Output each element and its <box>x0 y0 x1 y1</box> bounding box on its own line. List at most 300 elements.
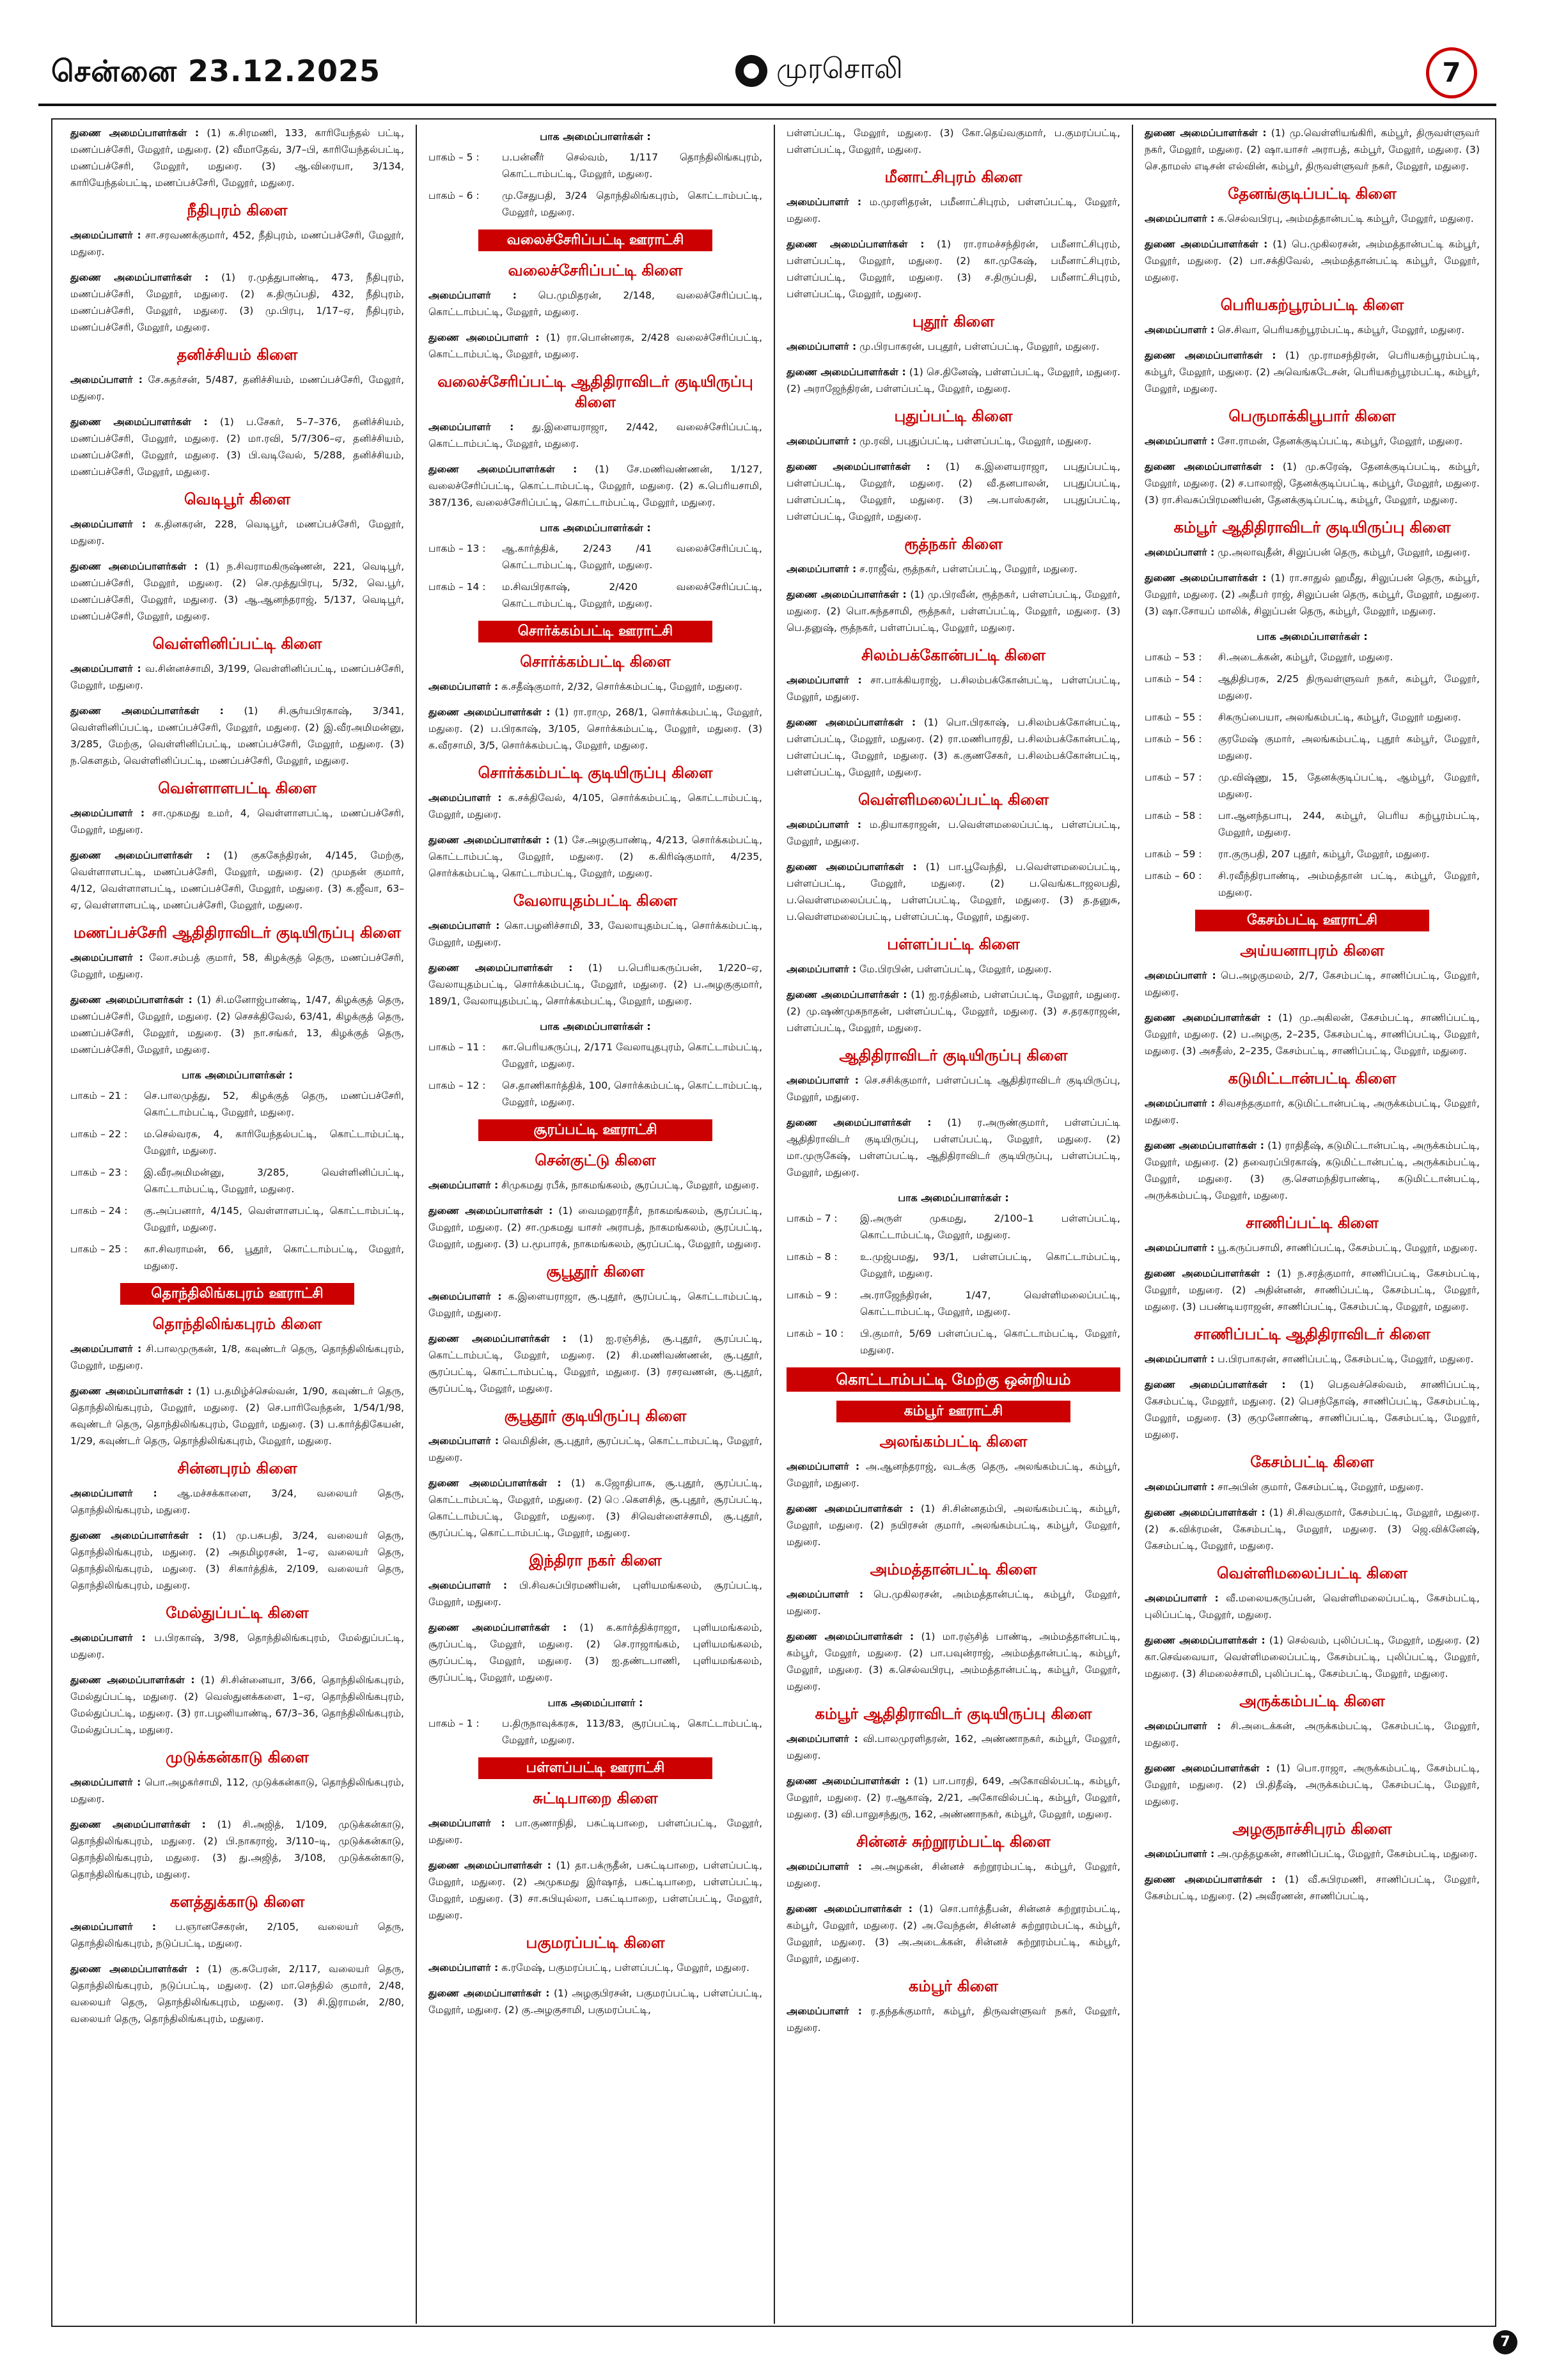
organizer-entry <box>1145 1479 1480 1495</box>
role-label: துணை அமைப்பாளர்கள் : <box>428 1205 553 1217</box>
organizer-details: (1) ர.அருண்குமார், பள்ளப்பட்டி ஆதிதிராவிடர் குடியிருப்பு, பள்ளப்பட்டி, மேலூர், மதுரை. (2) மா.முருகேஷ், பள்ளப்பட்டி, ஆதிதிராவிடர் குடியிருப்பு, பள்ளப்பட்டி, மேலூர், மதுரை. <box>787 1117 1120 1178</box>
organizer-entry <box>787 672 1120 705</box>
organizer-details: (1) சி.சூர்யபிரகாஷ், 3/341, வெள்ளினிப்பட்டி, மணப்பச்சேரி, மேலூர், மதுரை. (2) இ.வீரஅமிமன்னு, 3/285, மேற்கு, வெள்ளினிப்பட்டி, மணப்பச்சேரி, மேலூர், மதுரை. (3) ந.கௌதம், வெள்ளினிப்பட்டி, மணப்பச்சேரி, மேலூர், மதுரை. <box>70 705 404 766</box>
booth-number: பாகம் – 55 : <box>1145 712 1202 723</box>
organizer-details: லோ.சம்பத் குமார், 58, கிழக்குத் தெரு, மணப்பச்சேரி, மேலூர், மதுரை. <box>70 952 404 980</box>
organizer-details: சி.அடைக்கன், அருக்கம்பட்டி, கேசம்பட்டி, மேலூர், மதுரை. <box>1145 1720 1480 1748</box>
role-label: துணை அமைப்பாளர்கள் : <box>1145 1507 1265 1518</box>
organizer-entry <box>70 269 404 336</box>
booth-entry <box>70 1241 404 1274</box>
organizer-entry <box>70 558 404 625</box>
role-label: துணை அமைப்பாளர்கள் : <box>70 994 192 1006</box>
branch-heading: புதுப்பட்டி கிளை <box>894 407 1013 425</box>
role-label: அமைப்பாளர் : <box>428 1962 499 1973</box>
booth-number: பாகம் – 5 : <box>428 152 480 163</box>
booth-organizer-details: ப.திருநாவுக்கரசு, 113/83, சூரப்பட்டி, கொட்டாம்பட்டி, மேலூர், மதுரை. <box>502 1718 762 1746</box>
organizer-entry <box>1145 570 1480 619</box>
organizer-entry <box>787 1731 1120 1764</box>
organizer-details: (1) பெ.முகிலரசன், அம்மத்தான்பட்டி கம்பூர், மேலூர், மதுரை. (2) பா.சக்திவேல், அம்மத்தான்பட்டி கம்பூர், மேலூர், மதுரை. <box>1145 238 1480 283</box>
organizer-entry <box>1145 1846 1480 1862</box>
role-label: துணை அமைப்பாளர்கள் : <box>1145 1012 1272 1023</box>
booth-entry <box>787 1287 1120 1320</box>
organizer-entry <box>1145 1504 1480 1554</box>
organizer-entry <box>1145 1871 1480 1904</box>
booth-number: பாகம் – 22 : <box>70 1128 128 1140</box>
role-label: துணை அமைப்பாளர்கள் : <box>787 1631 914 1642</box>
booth-number: பாகம் – 1 : <box>428 1718 480 1729</box>
booth-entry <box>1145 846 1480 862</box>
organizer-details: (1) சி.மனோஜ்பாண்டி, 1/47, கிழக்குத் தெரு, மணப்பச்சேரி, மேலூர், மதுரை. (2) செசக்திவேல், 63/41, கிழக்குத் தெரு, மணப்பச்சேரி, மேலூர், மதுரை. (3) நா.சங்கர், 13, கிழக்குத் தெரு, மணப்பச்சேரி, மேலூர், மதுரை. <box>70 994 404 1055</box>
branch-heading: வெள்ளிமலைப்பட்டி கிளை <box>1216 1564 1408 1582</box>
organizer-entry <box>70 949 404 983</box>
role-label: துணை அமைப்பாளர்கள் : <box>787 717 916 728</box>
booth-entry <box>428 579 762 612</box>
organizer-entry <box>787 1901 1120 1967</box>
booth-organizers-label: பாக அமைப்பாளர்கள் : <box>540 1020 651 1032</box>
organizer-details: (1) க.கார்த்திக்ராஜா, புளியமங்கலம், சூரப்பட்டி, மேலூர், மதுரை. (2) செ.ராஜாங்கம், புளியமங்கலம், சூரப்பட்டி, மேலூர், மதுரை. (3) ஐ.தண்டபாணி, புளியமங்கலம், சூரப்பட்டி, மேலூர், மதுரை. <box>428 1622 762 1683</box>
branch-heading: அய்யனாபுரம் கிளை <box>1240 942 1384 960</box>
organizer-details: (1) க.ஜோதிபாசு, சூ.புதூர், சூரப்பட்டி, கொட்டாம்பட்டி, மேலூர், மதுரை. (2) ெ.கௌசித், சூ.புதூர், சூரப்பட்டி, கொட்டாம்பட்டி, மேலூர், மதுரை. (3) சிவெள்ளைச்சாமி, சூ.புதூர், சூரப்பட்டி, கொட்டாம்பட்டி, மேலூர், மதுரை. <box>428 1477 763 1539</box>
organizer-entry <box>428 1619 762 1686</box>
organizer-entry <box>787 364 1120 397</box>
organizer-details: (1) குககேந்திரன், 4/145, மேற்கு, வெள்ளாளபட்டி, மணப்பச்சேரி, மேலூர், மதுரை. (2) முமதன் குமார், 4/12, வெள்ளாளபட்டி, மணப்பச்சேரி, மேலூர், மதுரை. (3) க.ஜீவா, 63–ஏ, வெள்ளாளபட்டி, மணப்பச்சேரி, மேலூர், மதுரை. <box>70 850 404 911</box>
organizer-details: ர.தந்தக்குமார், கம்பூர், திருவள்ளுவர் நகர், மேலூர், மதுரை. <box>787 2005 1120 2034</box>
branch-heading: கம்பூர் ஆதிதிராவிடர் குடியிருப்பு கிளை <box>815 1705 1092 1723</box>
organizer-details: (1) மு.பிரவீன், ரூத்நகர், பள்ளப்பட்டி, மேலூர், மதுரை. (2) பொ.சுந்தசாமி, ரூத்நகர், பள்ளப்பட்டி, மேலூர், மதுரை. (3) பெ.தனுஷ், ரூத்நகர், பள்ளப்பட்டி, மேலூர், மதுரை. <box>787 589 1120 634</box>
masthead-divider <box>38 104 1496 106</box>
booth-number: பாகம் – 12 : <box>428 1080 486 1091</box>
organizer-details: வி.பாலமுரளிதரன், 162, அண்ணாநகர், கம்பூர், மேலூர், மதுரை. <box>787 1733 1120 1761</box>
role-label: அமைப்பாளர் : <box>70 1777 141 1788</box>
organizer-entry <box>70 1629 404 1663</box>
organizer-entry <box>787 1072 1120 1105</box>
organizer-entry <box>1145 1095 1480 1128</box>
role-label: துணை அமைப்பாளர்கள் : <box>428 962 573 974</box>
organizer-entry <box>1145 1265 1480 1315</box>
booth-number: பாகம் – 58 : <box>1145 810 1202 821</box>
organizer-entry <box>787 1858 1120 1892</box>
masthead <box>38 45 1496 109</box>
organizer-details: (1) மு.பசுபதி, 3/24, வலையர் தெரு, தொந்திலிங்கபுரம், மதுரை. (2) அதமிழரசன், 1–ஏ, வலையர் தெரு, தொந்திலிங்கபுரம், மதுரை. (3) சிகார்த்திக், 2/109, வலையர் தெரு, தொந்திலிங்கபுரம், மதுரை. <box>70 1530 404 1591</box>
role-label: அமைப்பாளர் : <box>428 1817 505 1829</box>
branch-heading: தொந்திலிங்கபுரம் கிளை <box>152 1315 322 1333</box>
organizer-entry <box>787 1500 1120 1550</box>
organizer-details: (1) பா.பூவேந்தி, ப.வெள்ளமலைப்பட்டி, பள்ளப்பட்டி, மேலூர், மதுரை. (2) ப.வெங்கடாஜலபதி, ப.வெள்ளமலைப்பட்டி, பள்ளப்பட்டி, மேலூர், மதுரை. (3) த.தனுசு, ப.வெள்ளமலைப்பட்டி, பள்ளப்பட்டி, மேலூர், மதுரை. <box>787 861 1120 922</box>
organizer-entry <box>787 458 1120 525</box>
booth-organizer-details: கா.பெரியகருப்பு, 2/171 வேலாயுதபுரம், கொட்டாம்பட்டி, மேலூர், மதுரை. <box>502 1041 762 1069</box>
role-label: துணை அமைப்பாளர்கள் : <box>1145 1874 1276 1885</box>
branch-heading: மணப்பச்சேரி ஆதிதிராவிடர் குடியிருப்பு கிளை <box>73 924 401 942</box>
organizer-details: (1) ந.சரத்குமார், சாணிப்பட்டி, கேசம்பட்டி, மேலூர், மதுரை. (2) அதின்னன், சாணிப்பட்டி, கேசம்பட்டி, மேலூர், மதுரை. (3) பபண்டியராஜன், சாணிப்பட்டி, கேசம்பட்டி, மேலூர், மதுரை. <box>1145 1268 1480 1312</box>
booth-organizers-label: பாக அமைப்பாளர்கள் : <box>182 1069 293 1081</box>
branch-heading: நீதிபுரம் கிளை <box>187 201 288 219</box>
organizer-details: (1) பெதவச்செல்வம், சாணிப்பட்டி, கேசம்பட்டி, மேலூர், மதுரை. (2) பெசந்தோஷ், சாணிப்பட்டி, கேசம்பட்டி, மேலூர், மதுரை. (3) குமுனோண்டி, சாணிப்பட்டி, கேசம்பட்டி, மேலூர், மதுரை. <box>1145 1379 1480 1440</box>
organizer-details: மு.அலாவுதீன், சிலுப்பன் தெரு, கம்பூர், மேலூர், மதுரை. <box>1218 547 1471 558</box>
organizer-details: மு.ரவி, பபுதுப்பட்டி, பள்ளப்பட்டி, மேலூர், மதுரை. <box>859 435 1092 447</box>
organizer-details: பெ.முகிலரசன், அம்மத்தான்பட்டி, கம்பூர், மேலூர், மதுரை. <box>787 1589 1121 1617</box>
organizer-entry <box>428 1959 762 1976</box>
branch-heading: வலைச்சேரிப்பட்டி ஆதிதிராவிடர் குடியிருப்பு கிளை <box>437 373 753 411</box>
organizer-details: ம.முரளிதரன், பமீனாட்சிபுரம், பள்ளப்பட்டி, மேலூர், மதுரை. <box>787 196 1120 224</box>
booth-number: பாகம் – 10 : <box>787 1328 844 1339</box>
organizer-entry <box>70 516 404 549</box>
booth-number: பாகம் – 8 : <box>787 1251 838 1263</box>
booth-organizer-details: மு.சேதுபதி, 3/24 தொந்திலிங்கபுரம், கொட்டாம்பட்டி, மேலூர், மதுரை. <box>502 190 762 218</box>
booth-organizer-details: இ.வீரஅமிமன்னு, 3/285, வெள்ளினிப்பட்டி, கொட்டாம்பட்டி, மேலூர், மதுரை. <box>144 1167 404 1195</box>
role-label: துணை அமைப்பாளர்கள் : <box>428 1622 567 1633</box>
organizer-entry <box>1145 1009 1480 1059</box>
rising-sun-logo-icon <box>735 55 767 87</box>
organizer-entry <box>787 1458 1120 1491</box>
branch-heading: ரூத்நகர் கிளை <box>904 535 1003 553</box>
column-1 <box>59 125 417 2324</box>
booth-organizer-details: ஆ.கார்த்திக், 2/243 /41 வலைச்சேரிப்பட்டி, கொட்டாம்பட்டி, மேலூர், மதுரை. <box>502 543 762 571</box>
organizer-details: சே.சுதர்சன், 5/487, தனிச்சியம், மணப்பச்சேரி, மேலூர், மதுரை. <box>70 374 404 402</box>
panchayat-banner: தொந்திலிங்கபுரம் ஊராட்சி <box>120 1283 354 1305</box>
role-label: அமைப்பாளர் : <box>787 563 857 575</box>
organizer-entry <box>1145 1590 1480 1623</box>
organizer-entry <box>428 1330 762 1397</box>
branch-heading: வெள்ளாளபட்டி கிளை <box>158 779 317 797</box>
branch-heading: சிலம்பக்கோன்பட்டி கிளை <box>861 646 1046 664</box>
role-label: அமைப்பாளர் : <box>787 1733 858 1745</box>
role-label: துணை அமைப்பாளர்கள் : <box>428 463 577 475</box>
role-label: துணை அமைப்பாளர்கள் : <box>787 1503 914 1514</box>
booth-number: பாகம் – 25 : <box>70 1243 128 1255</box>
organizer-entry <box>70 1383 404 1449</box>
organizer-details: பள்ளப்பட்டி, மேலூர், மதுரை. (3) கோ.தெய்வகுமார், ப.குமரப்பட்டி, பள்ளப்பட்டி, மேலூர், மதுரை. <box>787 127 1120 155</box>
role-label: அமைப்பாளர் : <box>1145 547 1215 558</box>
organizer-details: சிவசந்தகுமார், கடுமிட்டான்பட்டி, அருக்கம்பட்டி, மேலூர், மதுரை. <box>1145 1098 1480 1126</box>
booth-entry <box>1145 709 1480 726</box>
role-label: அமைப்பாளர் : <box>787 1075 859 1086</box>
footer-page-number: 7 <box>1493 2330 1517 2354</box>
booth-number: பாகம் – 56 : <box>1145 733 1202 745</box>
organizer-details: பா.குணாநிதி, பசுட்டிபாறை, பள்ளப்பட்டி, மேலூர், மதுரை. <box>428 1817 763 1846</box>
role-label: துணை அமைப்பாளர்கள் : <box>428 706 551 718</box>
organizer-details: (1) ப.பெரியகருப்பன், 1/220–ஏ, வேலாயுதம்பட்டி, சொர்க்கம்பட்டி, மேலூர், மதுரை. (2) ப.அழகுகுமார், 189/1, வேலாயுதம்பட்டி, சொர்க்கம்பட்டி, மேலூர், மதுரை. <box>428 962 762 1007</box>
organizer-entry <box>787 1773 1120 1823</box>
booth-organizers-label: பாக அமைப்பாளர்கள் : <box>540 522 651 534</box>
organizer-entry <box>70 414 404 480</box>
organizer-entry <box>787 338 1120 355</box>
panchayat-banner: வலைச்சேரிப்பட்டி ஊராட்சி <box>478 229 712 251</box>
role-label: அமைப்பாளர் : <box>70 1488 157 1499</box>
organizer-entry <box>1145 1137 1480 1204</box>
organizer-entry <box>70 1485 404 1518</box>
booth-entry <box>428 1077 762 1110</box>
organizer-entry <box>787 125 1120 158</box>
organizer-details: அ.ஆனந்தராஜ், வடக்கு தெரு, அலங்கம்பட்டி, கம்பூர், மேலூர், மதுரை. <box>787 1461 1120 1489</box>
organizer-details: (1) மு.சுரேஷ், தேனக்குடிப்பட்டி, கம்பூர், மேலூர், மதுரை. (2) ச.பாலாஜி, தேனக்குடிப்பட்டி, கம்பூர், மேலூர், மதுரை. (3) ரா.சிவசுப்பிரமணியன், தேனக்குடிப்பட்டி, கம்பூர், மேலூர், மதுரை. <box>1145 461 1480 506</box>
branch-heading: சாணிப்பட்டி கிளை <box>1246 1214 1379 1232</box>
organizer-details: சா.சரவணக்குமார், 452, நீதிபுரம், மணப்பச்சேரி, மேலூர், மதுரை. <box>70 229 404 258</box>
organizer-entry <box>70 1961 404 2027</box>
organizer-details: (1) க.இளையராஜா, பபுதுப்பட்டி, பள்ளப்பட்டி, மேலூர், மதுரை. (2) வீ.தனபாலன், பபுதுப்பட்டி, பள்ளப்பட்டி, மேலூர், மதுரை. (3) அ.பாஸ்கரன், பபுதுப்பட்டி, பள்ளப்பட்டி, மேலூர், மதுரை. <box>787 461 1120 522</box>
role-label: அமைப்பாளர் : <box>1145 324 1215 336</box>
organizer-entry <box>1145 433 1480 449</box>
branch-heading: முடுக்கன்காடு கிளை <box>166 1748 309 1766</box>
panchayat-banner: பள்ளப்பட்டி ஊராட்சி <box>478 1757 712 1779</box>
booth-number: பாகம் – 11 : <box>428 1041 486 1053</box>
branch-heading: அலங்கம்பட்டி கிளை <box>879 1433 1028 1451</box>
organizer-entry <box>70 660 404 694</box>
organizer-entry <box>428 1815 762 1848</box>
organizer-entry <box>70 227 404 260</box>
organizer-details: (1) பா.பாரதி, 649, அகோவில்பட்டி, கம்பூர், மேலூர், மதுரை. (2) ர.ஆகாஷ், 2/21, அகோவில்பட்டி, கம்பூர், மேலூர், மதுரை. (3) வி.பாலுசந்துரு, 162, அண்ணாநகர், கம்பூர், மேலூர், மதுரை. <box>787 1775 1120 1820</box>
organizer-details: பொ.அழகர்சாமி, 112, முடுக்கன்காடு, தொந்திலிங்கபுரம், மதுரை. <box>70 1777 404 1805</box>
booth-entry <box>787 1325 1120 1358</box>
booth-number: பாகம் – 60 : <box>1145 870 1202 882</box>
organizer-details: (1) ரா.சாதுல் ஹமீது, சிலுப்பன் தெரு, கம்பூர், மேலூர், மதுரை. (2) அதீபர் ராஜ், சிலுப்பன் தெரு, கம்பூர், மேலூர், மதுரை. (3) ஷா.சோயப் மாலிக், சிலுப்பன் தெரு, கம்பூர், மேலூர், மதுரை. <box>1145 572 1480 617</box>
role-label: துணை அமைப்பாளர்கள் : <box>70 561 198 572</box>
role-label: துணை அமைப்பாளர்கள் : <box>1145 1379 1286 1390</box>
organizer-details: சி.பாலமுருகன், 1/8, கவுண்டர் தெரு, தொந்திலிங்கபுரம், மேலூர், மதுரை. <box>70 1343 404 1371</box>
panchayat-banner: கேசம்பட்டி ஊராட்சி <box>1195 910 1430 931</box>
role-label: அமைப்பாளர் : <box>787 1589 864 1600</box>
branch-heading: ஆதிதிராவிடர் குடியிருப்பு கிளை <box>839 1046 1068 1064</box>
booth-entry <box>428 187 762 221</box>
role-label: துணை அமைப்பாளர்கள் : <box>787 238 925 250</box>
organizer-details: மு.பிரபாகரன், பபுதூர், பள்ளப்பட்டி, மேலூர், மதுரை. <box>859 341 1100 352</box>
role-label: அமைப்பாளர் : <box>787 963 857 975</box>
organizer-entry <box>1145 967 1480 1000</box>
branch-heading: புதூர் கிளை <box>912 313 995 331</box>
organizer-details: (1) சே.மணிவண்ணன், 1/127, வலைச்சேரிப்பட்டி, கொட்டாம்பட்டி, மேலூர், மதுரை. (2) க.பெரியசாமி, 387/136, வலைச்சேரிப்பட்டி, கொட்டாம்பட்டி, மேலூர், மதுரை. <box>428 463 762 508</box>
organizer-details: (1) மா.ரஞ்சித் பாண்டி, அம்மத்தான்பட்டி, கம்பூர், மேலூர், மதுரை. (2) பா.பவுன்ராஜ், அம்மத்தான்பட்டி, கம்பூர், மேலூர், மதுரை. (3) க.செல்வபிரபு, அம்மத்தான்பட்டி, கம்பூர், மேலூர், மதுரை. <box>787 1631 1120 1692</box>
booth-organizer-details: உ.முஜ்பமது, 93/1, பள்ளப்பட்டி, கொட்டாம்பட்டி, மேலூர், மதுரை. <box>860 1251 1120 1279</box>
booth-entry <box>787 1210 1120 1243</box>
booth-organizer-details: அ.ராஜேந்திரன், 1/47, வெள்ளிமலைப்பட்டி, கொட்டாம்பட்டி, மேலூர், மதுரை. <box>860 1289 1120 1318</box>
organizer-entry <box>1145 1718 1480 1751</box>
branch-heading: தனிச்சியம் கிளை <box>176 346 298 364</box>
organizer-entry <box>428 287 762 320</box>
role-label: அமைப்பாளர் : <box>787 2005 862 2017</box>
role-label: துணை அமைப்பாளர்கள் : <box>1145 572 1267 584</box>
organizer-entry <box>1145 1240 1480 1256</box>
role-label: துணை அமைப்பாளர்கள் : <box>787 1117 932 1128</box>
role-label: துணை அமைப்பாளர்கள் : <box>428 1333 567 1344</box>
role-label: துணை அமைப்பாளர்கள் : <box>70 1819 206 1830</box>
branch-heading: கடுமிட்டான்பட்டி கிளை <box>1228 1069 1397 1087</box>
role-label: அமைப்பாளர் : <box>1145 1353 1215 1365</box>
role-label: துணை அமைப்பாளர்கள் : <box>70 1530 203 1541</box>
organizer-entry <box>428 419 762 452</box>
booth-organizer-details: செ.பாலமுத்து, 52, கிழக்குத் தெரு, மணப்பச்சேரி, கொட்டாம்பட்டி, மேலூர், மதுரை. <box>144 1090 404 1118</box>
organizer-details: சா.பாக்கியராஜ், ப.சிலம்பக்கோன்பட்டி, பள்ளப்பட்டி, மேலூர், மதுரை. <box>787 674 1120 703</box>
role-label: துணை அமைப்பாளர்கள் : <box>1145 461 1274 472</box>
booth-organizer-details: மு.விஷ்ணு, 15, தேனக்குடிப்பட்டி, ஆம்பூர், மேலூர், மதுரை. <box>1218 772 1480 800</box>
branch-heading: அருக்கம்பட்டி கிளை <box>1239 1692 1385 1710</box>
branch-heading: வெள்ளினிப்பட்டி கிளை <box>152 635 322 653</box>
role-label: அமைப்பாளர் : <box>1145 1481 1215 1493</box>
branch-heading: கம்பூர் ஆதிதிராவிடர் குடியிருப்பு கிளை <box>1173 518 1451 536</box>
organizer-details: சோ.ராமன், தேனக்குடிப்பட்டி, கம்பூர், மேலூர், மதுரை. <box>1218 435 1463 447</box>
organizer-details: (1) வைமஹராதீர், நாகமங்கலம், சூரப்பட்டி, மேலூர், மதுரை. (2) சா.முகமது யாசர் அராபத், நாகமங்கலம், சூரப்பட்டி, மேலூர், மதுரை. (3) ப.மூபாரக், நாகமங்கலம், சூரப்பட்டி, மேலூர், மதுரை. <box>428 1205 762 1250</box>
edition-date: சென்னை 23.12.2025 <box>51 54 381 88</box>
organizer-entry <box>1145 210 1480 227</box>
branch-heading: களத்துக்காடு கிளை <box>169 1893 305 1911</box>
organizer-details: க.ரமேஷ், பகுமரப்பட்டி, பள்ளப்பட்டி, மேலூர், மதுரை. <box>501 1962 749 1973</box>
role-label: துணை அமைப்பாளர்கள் : <box>428 1987 550 1999</box>
role-label: அமைப்பாளர் : <box>1145 1592 1219 1604</box>
branch-heading: சுட்டிபாறை கிளை <box>533 1789 658 1807</box>
role-label: துணை அமைப்பாளர்கள் : <box>70 416 208 428</box>
role-label: அமைப்பாளர் : <box>787 196 862 208</box>
branch-heading: சின்னபுரம் கிளை <box>177 1459 297 1477</box>
organizer-details: (1) கு.சுபேரன், 2/117, வலையர் தெரு, தொந்திலிங்கபுரம், நடுப்பட்டி, மதுரை. (2) மா.செந்தில் குமார், 2/48, வலையர் தெரு, தொந்திலிங்கபுரம், மதுரை. (3) சி.இராமன், 2/80, வலையர் தெரு, தொந்திலிங்கபுரம், மதுரை. <box>70 1963 404 2025</box>
role-label: துணை அமைப்பாளர்கள் : <box>787 861 917 873</box>
organizer-details: ச.ராஜீவ், ரூத்நகர், பள்ளப்பட்டி, மேலூர், மதுரை. <box>859 563 1077 575</box>
organizer-details: சா.முகமது உமர், 4, வெள்ளாளபட்டி, மணப்பச்சேரி, மேலூர், மதுரை. <box>70 807 404 836</box>
organizer-details: (1) தா.பக்ருதீன், பசுட்டிபாறை, பள்ளப்பட்டி, மேலூர், மதுரை. (2) அமுகமது இர்ஷாத், பசுட்டிபாறை, பள்ளப்பட்டி, மேலூர், மதுரை. (3) சா.சுபியுல்லா, பசுட்டிபாறை, பள்ளப்பட்டி, மேலூர், மதுரை. <box>428 1860 762 1921</box>
role-label: அமைப்பாளர் : <box>1145 1242 1215 1254</box>
organizer-entry <box>1145 125 1480 175</box>
organizer-details: (1) பொ.பிரகாஷ், ப.சிலம்பக்கோன்பட்டி, பள்ளப்பட்டி, மேலூர், மதுரை. (2) ரா.மணிபாரதி, ப.சிலம்பக்கோன்பட்டி, பள்ளப்பட்டி, மேலூர், மதுரை. (3) க.குணசேகர், ப.சிலம்பக்கோன்பட்டி, பள்ளப்பட்டி, மேலூர், மதுரை. <box>787 717 1121 778</box>
booth-number: பாகம் – 57 : <box>1145 772 1202 783</box>
booth-number: பாகம் – 14 : <box>428 581 486 593</box>
role-label: அமைப்பாளர் : <box>428 681 499 692</box>
booth-organizer-details: கா.சிவராமன், 66, பூதூர், கொட்டாம்பட்டி, மேலூர், மதுரை. <box>144 1243 404 1272</box>
branch-heading: சின்னச் சுற்றூரம்பட்டி கிளை <box>856 1833 1051 1851</box>
organizer-details: து.இளையராஜா, 2/442, வலைச்சேரிப்பட்டி, கொட்டாம்பட்டி, மேலூர், மதுரை. <box>428 421 762 449</box>
role-label: அமைப்பாளர் : <box>70 1921 157 1933</box>
booth-organizer-details: சிகருப்பையா, அலங்கம்பட்டி, கம்பூர், மேலூர் மதுரை. <box>1218 712 1461 723</box>
role-label: துணை அமைப்பாளர்கள் : <box>1145 1635 1265 1646</box>
branch-heading: பள்ளப்பட்டி கிளை <box>887 935 1020 953</box>
union-banner: கொட்டாம்பட்டி மேற்கு ஒன்றியம் <box>787 1367 1120 1392</box>
booth-organizer-details: குரமேஷ் குமார், அலங்கம்பட்டி, புதூர் கம்பூர், மேலூர், மதுரை. <box>1218 733 1480 761</box>
branch-heading: அம்மத்தான்பட்டி கிளை <box>870 1560 1037 1578</box>
organizer-entry <box>70 125 404 191</box>
organizer-details: (1) சொ.பார்த்தீபன், சின்னச் சுற்றூரம்பட்டி, கம்பூர், மேலூர், மதுரை. (2) அ.வேந்தன், சின்னச் சுற்றூரம்பட்டி, கம்பூர், மேலூர், மதுரை. (3) அ.அடைக்கன், சின்னச் சுற்றூரம்பட்டி, கம்பூர், மேலூர், மதுரை. <box>787 1903 1120 1964</box>
organizer-details: (1) மு.ராமசந்திரன், பெரியகற்பூரம்பட்டி, கம்பூர், மேலூர், மதுரை. (2) அவெங்கடேசன், பெரியகற்பூரம்பட்டி, கம்பூர், மேலூர், மதுரை. <box>1145 350 1480 394</box>
role-label: அமைப்பாளர் : <box>787 1461 860 1472</box>
organizer-details: செ.சிவா, பெரியகற்பூரம்பட்டி, கம்பூர், மேலூர், மதுரை. <box>1218 324 1465 336</box>
role-label: அமைப்பாளர் : <box>787 819 862 830</box>
organizer-details: வீ.மலையகருப்பன், வெள்ளிமலைப்பட்டி, கேசம்பட்டி, புலிப்பட்டி, மேலூர், மதுரை. <box>1145 1592 1480 1621</box>
role-label: அமைப்பாளர் : <box>1145 1848 1215 1860</box>
booth-organizer-details: ம.சிவபிரகாஷ், 2/420 வலைச்சேரிப்பட்டி, கொட்டாம்பட்டி, மேலூர், மதுரை. <box>502 581 762 609</box>
role-label: அமைப்பாளர் : <box>787 341 857 352</box>
booth-organizer-details: சி.அடைக்கன், கம்பூர், மேலூர், மதுரை. <box>1218 651 1393 663</box>
booth-organizer-details: ஆதிதிபரசு, 2/25 திருவள்ளுவர் நகர், கம்பூர், மேலூர், மதுரை. <box>1218 673 1480 701</box>
booth-number: பாகம் – 53 : <box>1145 651 1202 663</box>
organizer-entry <box>787 433 1120 449</box>
organizer-details: க.செல்வபிரபு, அம்மத்தான்பட்டி கம்பூர், மேலூர், மதுரை. <box>1218 213 1474 224</box>
branch-heading: சொர்க்கம்பட்டி கிளை <box>520 653 671 671</box>
booth-entry <box>1145 867 1480 901</box>
role-label: துணை அமைப்பாளர்கள் : <box>787 589 907 600</box>
booth-entry <box>428 1715 762 1748</box>
organizer-entry <box>428 704 762 754</box>
role-label: அமைப்பாளர் : <box>428 421 514 433</box>
booth-entry <box>70 1202 404 1236</box>
branch-heading: சென்குட்டு கிளை <box>535 1151 656 1169</box>
booth-organizer-details: பி.குமார், 5/69 பள்ளப்பட்டி, கொட்டாம்பட்டி, மேலூர், மதுரை. <box>860 1328 1120 1356</box>
organizer-details: அ.அழகன், சின்னச் சுற்றூரம்பட்டி, கம்பூர், மேலூர், மதுரை. <box>787 1861 1120 1889</box>
organizer-entry <box>787 1586 1120 1619</box>
organizer-entry <box>70 992 404 1058</box>
role-label: துணை அமைப்பாளர்கள் : <box>1145 1140 1264 1151</box>
role-label: துணை அமைப்பாளர்கள் : <box>428 1477 561 1489</box>
role-label: அமைப்பாளர் : <box>1145 970 1216 981</box>
organizer-entry <box>1145 458 1480 508</box>
organizer-details: அ.முத்தழகன், சாணிப்பட்டி, மேலூர், கேசம்பட்டி, மதுரை. <box>1218 1848 1478 1860</box>
organizer-entry <box>70 1672 404 1738</box>
booth-number: பாகம் – 54 : <box>1145 673 1202 685</box>
role-label: துணை அமைப்பாளர்கள் : <box>1145 1762 1271 1774</box>
branch-heading: வெடிபூர் கிளை <box>184 490 290 508</box>
organizer-entry <box>428 1177 762 1194</box>
booth-number: பாகம் – 59 : <box>1145 848 1202 860</box>
role-label: அமைப்பாளர் : <box>70 374 143 385</box>
booth-entry <box>1145 769 1480 802</box>
organizer-entry <box>1145 1632 1480 1682</box>
branch-heading: பெருமாக்கிபூபார் கிளை <box>1228 407 1396 425</box>
booth-organizer-details: ரா.குருபதி, 207 புதூர், கம்பூர், மேலூர், மதுரை. <box>1218 848 1430 860</box>
organizer-details: (1) அழகுபிரசன், பகுமரப்பட்டி, பள்ளப்பட்டி, மேலூர், மதுரை. (2) கு.அழகுசாமி, பகுமரப்பட்டி, <box>428 1987 762 2016</box>
role-label: அமைப்பாளர் : <box>70 1343 142 1355</box>
organizer-details: சிமுகமது ரபீக், நாகமங்கலம், சூரப்பட்டி, மேலூர், மதுரை. <box>501 1179 760 1191</box>
role-label: அமைப்பாளர் : <box>428 1435 499 1447</box>
booth-number: பாகம் – 24 : <box>70 1205 128 1217</box>
newspaper-brand <box>735 52 903 89</box>
organizer-entry <box>428 832 762 882</box>
role-label: துணை அமைப்பாளர்கள் : <box>70 127 200 139</box>
organizer-entry <box>70 1774 404 1807</box>
organizer-details: ப.பிரகாஷ், 3/98, தொந்திலிங்கபுரம், மேல்துப்பட்டி, மதுரை. <box>70 1632 404 1660</box>
branch-heading: வெள்ளிமலைப்பட்டி கிளை <box>858 791 1049 809</box>
role-label: அமைப்பாளர் : <box>428 1291 502 1302</box>
organizer-details: (1) ரா.ராமச்சந்திரன், பமீனாட்சிபுரம், பள்ளப்பட்டி, மேலூர், மதுரை. (2) கா.முகேஷ், பமீனாட்சிபுரம், பள்ளப்பட்டி, மேலூர், மதுரை. (3) ச.திருப்பதி, பமீனாட்சிபுரம், பள்ளப்பட்டி, மேலூர், மதுரை. <box>787 238 1120 300</box>
role-label: அமைப்பாளர் : <box>70 807 145 819</box>
organizer-details: க.தினகரன், 228, வெடிபூர், மணப்பச்சேரி, மேலூர், மதுரை. <box>70 518 404 547</box>
organizer-details: (1) ஐ.ரத்தினம், பள்ளப்பட்டி, மேலூர், மதுரை. (2) மு.ஷண்முகநாதன், பள்ளப்பட்டி, மேலூர், மதுரை. (3) ச.தரகராஜன், பள்ளப்பட்டி, மேலூர், மதுரை. <box>787 989 1120 1034</box>
organizer-details: (1) பொ.ராஜா, அருக்கம்பட்டி, கேசம்பட்டி, மேலூர், மதுரை. (2) பி.திதீஷ், அருக்கம்பட்டி, கேசம்பட்டி, மேலூர், மதுரை. <box>1145 1762 1480 1807</box>
organizer-entry <box>1145 1376 1480 1443</box>
organizer-entry <box>787 816 1120 850</box>
organizer-details: (1) ந.சிவராமகிருஷ்ணன், 221, வெடிபூர், மணப்பச்சேரி, மேலூர், மதுரை. (2) செ.முத்துபிரபு, 5/32, வெ.பூர், மணப்பச்சேரி, மேலூர், மதுரை. (3) ஆ.ஆனந்தராஜ், 5/137, வெடிபூர், மணப்பச்சேரி, மேலூர், மதுரை. <box>70 561 404 622</box>
organizer-details: (1) செல்வம், புலிப்பட்டி, மேலூர், மதுரை. (2) கா.செவ்வையா, வெள்ளிமலைப்பட்டி, கேசம்பட்டி, புலிப்பட்டி, மேலூர், மதுரை. (3) சிமலைச்சாமி, புலிப்பட்டி, கேசம்பட்டி, மேலூர், மதுரை. <box>1145 1635 1480 1679</box>
booth-organizer-details: ப.பன்னீர் செல்வம், 1/117 தொந்திலிங்கபுரம், கொட்டாம்பட்டி, மேலூர், மதுரை. <box>502 152 762 180</box>
organizer-entry <box>787 986 1120 1036</box>
organizer-entry <box>787 2003 1120 2036</box>
role-label: அமைப்பாளர் : <box>428 290 517 301</box>
role-label: துணை அமைப்பாளர் : <box>428 332 540 343</box>
role-label: அமைப்பாளர் : <box>428 792 502 804</box>
organizer-details: பெ.அழகுமலம், 2/7, கேசம்பட்டி, சாணிப்பட்டி, மேலூர், மதுரை. <box>1145 970 1480 998</box>
organizer-entry <box>428 461 762 511</box>
column-3 <box>775 125 1133 2324</box>
branch-heading: கேசம்பட்டி கிளை <box>1250 1453 1374 1471</box>
organizer-details: க.இளையராஜா, சூ.புதூர், சூரப்பட்டி, கொட்டாம்பட்டி, மேலூர், மதுரை. <box>428 1291 762 1319</box>
role-label: துணை அமைப்பாளர்கள் : <box>70 1385 192 1397</box>
brand-name: முரசொலி <box>776 52 903 85</box>
organizer-details: பி.சிவசுப்பிரமணியன், புளியமங்கலம், சூரப்பட்டி, மேலூர், மதுரை. <box>428 1580 762 1608</box>
role-label: துணை அமைப்பாளர்கள் : <box>428 834 550 846</box>
role-label: அமைப்பாளர் : <box>428 1179 499 1191</box>
organizer-details: (1) மு.வெள்ளியங்கிரி, கம்பூர், திருவள்ளுவர் நகர், மேலூர், மதுரை. (2) ஷா.யாசர் அராபத், கம்பூர், மேலூர், மதுரை. (3) செ.தாமஸ் எடிசன் எல்வின், கம்பூர், திருவள்ளுவர் நகர், மேலூர், மதுரை. <box>1145 127 1480 172</box>
organizer-entry <box>428 1577 762 1610</box>
column-2 <box>417 125 775 2324</box>
booth-number: பாகம் – 13 : <box>428 543 486 554</box>
branch-heading: சொர்க்கம்பட்டி குடியிருப்பு கிளை <box>478 764 713 782</box>
role-label: துணை அமைப்பாளர்கள் : <box>787 366 906 378</box>
organizer-entry <box>428 1857 762 1924</box>
organizer-details: (1) ப.சேகர், 5–7–376, தனிச்சியம், மணப்பச்சேரி, மேலூர், மதுரை. (2) மா.ரவி, 5/7/306–ஏ, தனிச்சியம், மணப்பச்சேரி, மேலூர், மதுரை. (3) பி.வடிவேல், 5/288, தனிச்சியம், மணப்பச்சேரி, மேலூர், மதுரை. <box>70 416 405 478</box>
organizer-entry <box>1145 544 1480 561</box>
